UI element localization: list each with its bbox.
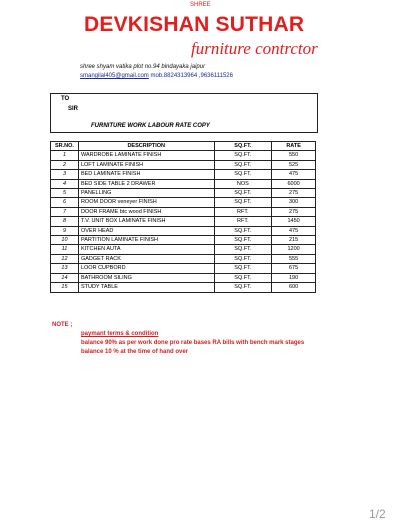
sir-label: SIR: [68, 106, 79, 112]
table-row: [51, 236, 316, 245]
payment-term-line-2: balance 10 % at the time of hand over: [81, 349, 189, 355]
row-sr-no: 8: [51, 217, 79, 226]
table-row: [51, 273, 316, 282]
row-rate: 275: [272, 207, 316, 216]
row-description: BED LAMINATE FINISH: [78, 170, 214, 179]
table-row: [51, 254, 316, 263]
row-sr-no: 9: [51, 226, 79, 235]
row-unit: SQ.FT.: [214, 273, 272, 282]
company-address: shree shyam vatika plot no.94 bindayaka jaipur: [80, 64, 206, 70]
row-rate: 600: [272, 283, 316, 292]
rate-table-body: [51, 151, 316, 292]
table-row: [51, 217, 316, 226]
row-rate: 475: [272, 226, 316, 235]
row-unit: SQ.FT.: [214, 151, 272, 160]
row-sr-no: 2: [51, 160, 79, 169]
row-description: PANELLING: [78, 189, 214, 198]
table-row: [51, 264, 316, 273]
header-rate: RATE: [272, 142, 316, 151]
table-header-row: [51, 142, 316, 151]
row-unit: SQ.FT.: [214, 198, 272, 207]
row-description: PARTITION LAMINATE FINISH: [78, 236, 214, 245]
recipient-box: [50, 93, 318, 133]
row-unit: SQ.FT.: [214, 264, 272, 273]
row-description: KITCHEN AUTA: [78, 245, 214, 254]
row-rate: 300: [272, 198, 316, 207]
company-name: DEVKISHAN SUTHAR: [84, 13, 305, 36]
row-unit: SQ.FT.: [214, 189, 272, 198]
row-description: OVER HEAD: [78, 226, 214, 235]
row-unit: SQ.FT.: [214, 236, 272, 245]
row-rate: 1450: [272, 217, 316, 226]
row-unit: SQ.FT.: [214, 160, 272, 169]
row-description: ROOM DOOR veneyer FINISH: [78, 198, 214, 207]
row-description: WARDROBE LAMINATE FINISH: [78, 151, 214, 160]
row-unit: SQ.FT.: [214, 254, 272, 263]
header-description: DESCRIPTION: [78, 142, 214, 151]
phone-numbers: mob.8824313964 ,9636111526: [148, 73, 233, 79]
shree-heading: SHREE: [190, 2, 211, 8]
rate-table: [50, 141, 316, 293]
payment-terms-title: paymant terms & condition: [81, 331, 159, 337]
page-indicator: 1/2: [369, 507, 386, 521]
document-title: FURNITURE WORK LABOUR RATE COPY: [91, 123, 210, 129]
table-row: [51, 170, 316, 179]
to-label: TO: [61, 96, 70, 102]
row-sr-no: 6: [51, 198, 79, 207]
row-rate: 475: [272, 170, 316, 179]
table-row: [51, 179, 316, 188]
row-rate: 550: [272, 151, 316, 160]
row-unit: SQ.FT.: [214, 245, 272, 254]
row-description: BATHROOM SILING: [78, 273, 214, 282]
table-row: [51, 151, 316, 160]
row-unit: NOS: [214, 179, 272, 188]
row-description: STUDY TABLE: [78, 283, 214, 292]
row-unit: RFT.: [214, 217, 272, 226]
contact-line: [80, 73, 233, 79]
table-row: [51, 226, 316, 235]
table-row: [51, 245, 316, 254]
row-rate: 525: [272, 160, 316, 169]
row-unit: SQ.FT.: [214, 226, 272, 235]
row-rate: 675: [272, 264, 316, 273]
row-description: LOOR CUPBORD: [78, 264, 214, 273]
email-link[interactable]: smangilal405@gmail.com: [80, 73, 149, 79]
company-subtitle: furniture contrctor: [191, 39, 318, 58]
row-sr-no: 3: [51, 170, 79, 179]
table-row: [51, 189, 316, 198]
row-rate: 275: [272, 189, 316, 198]
table-row: [51, 283, 316, 292]
row-rate: 215: [272, 236, 316, 245]
row-rate: 555: [272, 254, 316, 263]
row-description: BED SIDE TABLE 2 DRAWER: [78, 179, 214, 188]
row-sr-no: 13: [51, 264, 79, 273]
row-sr-no: 15: [51, 283, 79, 292]
row-description: GADGET RACK: [78, 254, 214, 263]
row-rate: 6000: [272, 179, 316, 188]
row-sr-no: 10: [51, 236, 79, 245]
row-rate: 1200: [272, 245, 316, 254]
row-sr-no: 4: [51, 179, 79, 188]
table-row: [51, 198, 316, 207]
row-sr-no: 14: [51, 273, 79, 282]
row-unit: SQ.FT.: [214, 170, 272, 179]
table-row: [51, 207, 316, 216]
table-row: [51, 160, 316, 169]
row-sr-no: 11: [51, 245, 79, 254]
row-sr-no: 5: [51, 189, 79, 198]
row-rate: 190: [272, 273, 316, 282]
row-unit: SQ.FT.: [214, 283, 272, 292]
row-sr-no: 12: [51, 254, 79, 263]
row-sr-no: 7: [51, 207, 79, 216]
header-unit: SQ.FT.: [214, 142, 272, 151]
note-label: NOTE ;: [52, 322, 73, 328]
row-sr-no: 1: [51, 151, 79, 160]
payment-term-line-1: balance 90% as per work done pro rate bases RA bills with bench mark stages: [81, 340, 305, 346]
row-description: DOOR FRAME btc wood FINISH: [78, 207, 214, 216]
row-unit: RFT.: [214, 207, 272, 216]
header-sr-no: SR.NO.: [51, 142, 79, 151]
row-description: T.V. UNIT BOX LAMINATE FINISH: [78, 217, 214, 226]
row-description: LOFT LAMINATE FINISH: [78, 160, 214, 169]
